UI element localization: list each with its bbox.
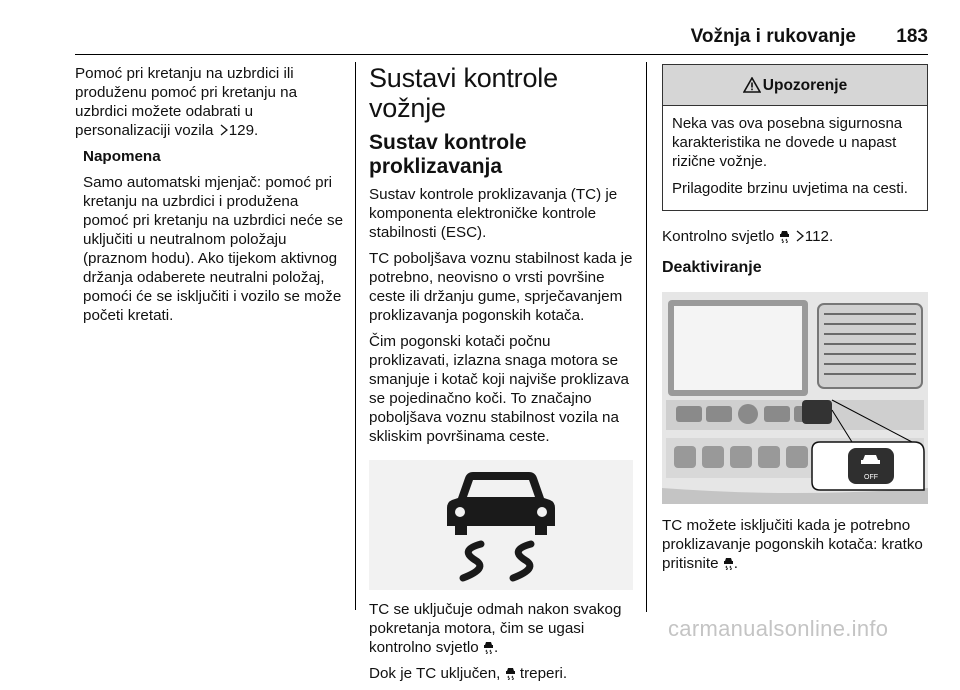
deactivate-heading: Deaktiviranje <box>662 259 762 276</box>
traction-control-symbol <box>369 460 633 590</box>
page-ref-arrow-icon <box>220 124 228 136</box>
intro-paragraph <box>75 64 347 140</box>
header-title: Vožnja i rukovanje <box>690 26 856 47</box>
column-divider-1 <box>355 62 356 610</box>
page-number: 183 <box>896 26 928 47</box>
paragraph-5-text: Dok je TC uključen, <box>369 665 501 682</box>
section-title: Sustavi kontrole vožnje <box>369 63 558 123</box>
warning-box <box>662 64 928 211</box>
warning-title: Upozorenje <box>762 76 848 94</box>
note-title: Napomena <box>83 148 161 165</box>
column-3 <box>662 64 928 580</box>
dashboard-illustration <box>662 292 928 504</box>
traction-lamp-icon <box>779 230 790 243</box>
deactivate-paragraph <box>662 516 928 573</box>
note-block <box>83 147 347 325</box>
intro-text: Pomoć pri kretanju na uzbrdici ili produženu pomoć pri kretanju na uzbrdici možete odabrati u personalizaciji vozila <box>75 65 298 139</box>
paragraph-5-end: treperi. <box>519 665 568 682</box>
paragraph-5 <box>369 664 634 683</box>
deactivate-text: TC možete isključiti kada je potrebno proklizavanje pogonskih kotača: kratko pritisnite <box>662 517 923 572</box>
deactivate-text-end: . <box>733 555 739 572</box>
intro-page-ref[interactable]: 129. <box>228 122 259 139</box>
column-1 <box>75 64 347 332</box>
paragraph-4-end: . <box>493 639 499 656</box>
lamp-reference <box>662 227 928 246</box>
warning-triangle-icon <box>743 77 761 93</box>
page-header <box>75 26 928 54</box>
header-rule <box>75 54 928 55</box>
paragraph-1: Sustav kontrole proklizavanja (TC) je komponenta elektroničke kontrole stabilnosti (ESC). <box>369 186 618 241</box>
paragraph-4 <box>369 600 634 657</box>
lamp-reference-text: Kontrolno svjetlo <box>662 228 775 245</box>
paragraph-4-text: TC se uključuje odmah nakon svakog pokretanja motora, čim se ugasi kontrolno svjetlo <box>369 601 622 656</box>
page-ref-arrow-icon <box>796 230 804 242</box>
column-divider-2 <box>646 62 647 612</box>
dashboard-drawing <box>662 292 928 504</box>
watermark: carmanualsonline.info <box>668 616 889 641</box>
warning-paragraph-2: Prilagodite brzinu uvjetima na cesti. <box>672 180 908 197</box>
column-2 <box>369 64 634 690</box>
lamp-page-ref[interactable]: 112. <box>804 228 834 245</box>
warning-header <box>663 65 927 106</box>
traction-off-button-icon <box>723 557 734 570</box>
note-text: Samo automatski mjenjač: pomoć pri kretanju na uzbrdici i produžena pomoć pri kretanju na uzbrdici neće se uključiti u neutralnom položaju (praznom hodu). Ako tijekom aktivnog držanja odaberete neutralni položaj, pomoći će se isključiti i vozilo se može početi kretati. <box>83 174 344 324</box>
warning-paragraph-1: Neka vas ova posebna sigurnosna karakteristika ne dovede u napast rizične vožnje. <box>672 115 903 170</box>
subsection-title: Sustav kontrole proklizavanja <box>369 131 527 178</box>
paragraph-2: TC poboljšava voznu stabilnost kada je potrebno, neovisno o vrsti površine ceste ili držanju gume, sprječavanjem proklizavanja pogonskih kotača. <box>369 250 633 324</box>
traction-lamp-icon <box>483 641 494 654</box>
traction-lamp-icon <box>505 667 516 680</box>
paragraph-3: Čim pogonski kotači počnu proklizavati, izlazna snaga motora se smanjuje i kotač koji najviše proklizava se pojedinačno koči. To značajno poboljšava voznu stabilnost vozila na skliskim površinama ceste. <box>369 333 629 445</box>
warning-body <box>663 106 927 210</box>
traction-off-button-label: OFF <box>864 474 878 481</box>
traction-control-car-icon <box>369 460 633 590</box>
